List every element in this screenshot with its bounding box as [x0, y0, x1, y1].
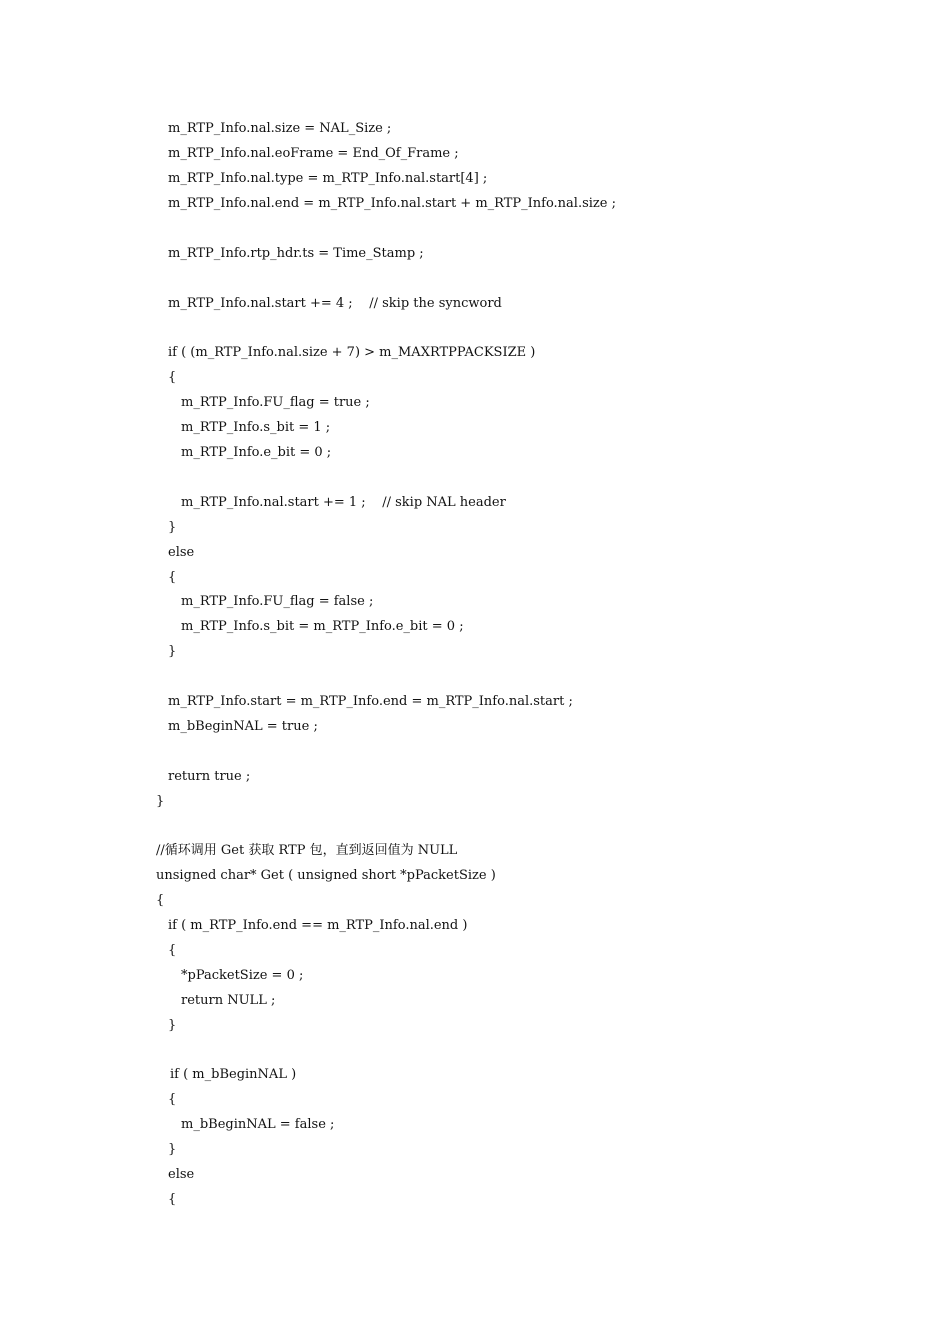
code-line: if ( m_bBeginNAL )	[170, 1067, 297, 1082]
code-line: m_RTP_Info.s_bit = m_RTP_Info.e_bit = 0 ;	[181, 619, 464, 634]
code-line: }	[168, 520, 177, 535]
code-line: {	[168, 1192, 177, 1207]
code-line: {	[168, 370, 177, 385]
code-line: }	[168, 1018, 177, 1033]
code-line: m_bBeginNAL = true ;	[168, 719, 318, 734]
code-line: }	[156, 794, 165, 809]
code-line: m_RTP_Info.nal.eoFrame = End_Of_Frame ;	[168, 146, 459, 161]
code-line: m_RTP_Info.nal.start += 4 ; // skip the syncword	[168, 296, 502, 311]
code-line: {	[168, 570, 177, 585]
code-line: }	[168, 1142, 177, 1157]
code-line: if ( (m_RTP_Info.nal.size + 7) > m_MAXRTPPACKSIZE )	[168, 345, 536, 360]
code-line: *pPacketSize = 0 ;	[181, 968, 304, 983]
code-line: }	[168, 644, 177, 659]
code-line: m_RTP_Info.nal.size = NAL_Size ;	[168, 121, 392, 136]
code-line: return NULL ;	[181, 993, 276, 1008]
code-line: m_RTP_Info.FU_flag = true ;	[181, 395, 370, 410]
code-line: m_RTP_Info.s_bit = 1 ;	[181, 420, 331, 435]
code-line: m_RTP_Info.nal.type = m_RTP_Info.nal.start[4] ;	[168, 171, 488, 186]
code-line: {	[168, 1092, 177, 1107]
code-line: {	[156, 893, 165, 908]
code-line: //循环调用 Get 获取 RTP 包，直到返回值为 NULL	[156, 843, 458, 858]
code-line: m_RTP_Info.start = m_RTP_Info.end = m_RTP_Info.nal.start ;	[168, 694, 573, 709]
code-line: m_RTP_Info.rtp_hdr.ts = Time_Stamp ;	[168, 246, 424, 261]
code-line: {	[168, 943, 177, 958]
code-line: m_RTP_Info.e_bit = 0 ;	[181, 445, 332, 460]
code-line: if ( m_RTP_Info.end == m_RTP_Info.nal.end )	[168, 918, 468, 933]
code-line: unsigned char* Get ( unsigned short *pPacketSize )	[156, 868, 496, 883]
code-line: m_RTP_Info.nal.start += 1 ; // skip NAL header	[181, 495, 506, 510]
code-line: m_RTP_Info.FU_flag = false ;	[181, 594, 374, 609]
code-line: return true ;	[168, 769, 251, 784]
code-line: else	[168, 1167, 195, 1182]
code-line: else	[168, 545, 195, 560]
code-line: m_bBeginNAL = false ;	[181, 1117, 335, 1132]
code-line: m_RTP_Info.nal.end = m_RTP_Info.nal.start + m_RTP_Info.nal.size ;	[168, 196, 616, 211]
